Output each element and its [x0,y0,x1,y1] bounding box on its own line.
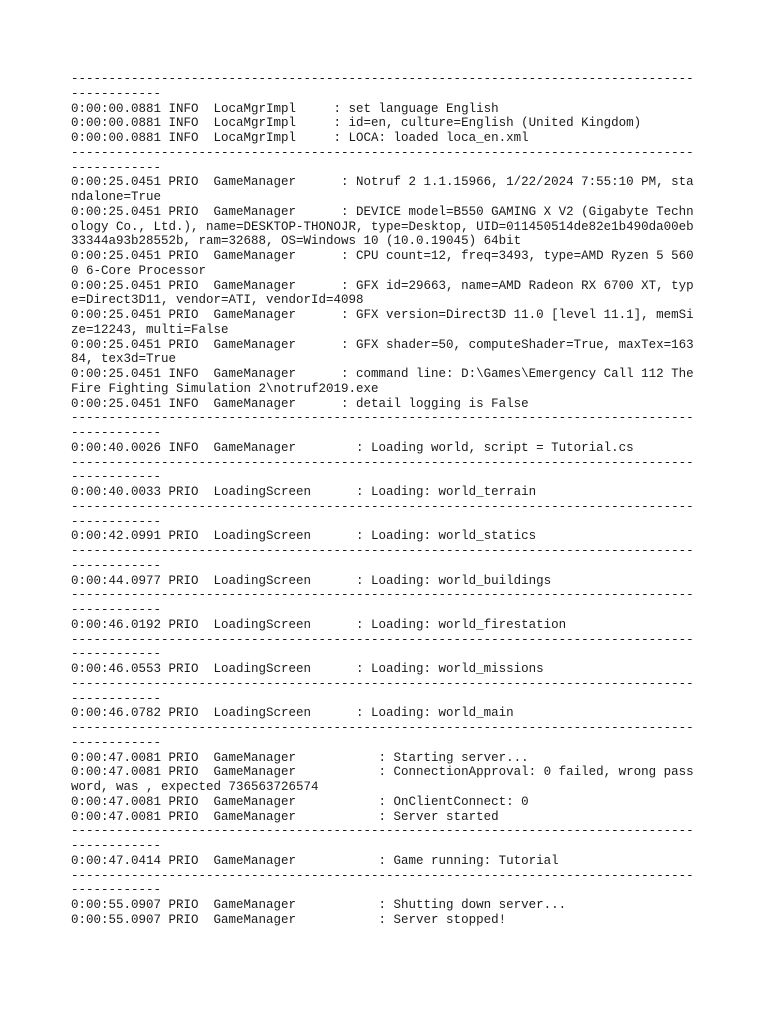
log-document [71,72,702,928]
log-entry: 0:00:42.0991 PRIO LoadingScreen : Loading: world_statics [71,529,537,544]
log-entry: 0:00:40.0033 PRIO LoadingScreen : Loading: world_terrain [71,485,537,499]
log-separator: ----------------------------------------------------------------------------------------------- [71,632,694,662]
log-entry: 0:00:25.0451 INFO GameManager : detail logging is False [71,396,529,411]
log-separator: ----------------------------------------------------------------------------------------------- [71,868,694,898]
log-entry: 0:00:25.0451 PRIO GameManager : Notruf 2 1.1.15966, 1/22/2024 7:55:10 PM, standalone=True [71,175,694,204]
log-entry: 0:00:00.0881 INFO LocaMgrImpl : id=en, culture=English (United Kingdom) [71,116,642,131]
log-separator: ----------------------------------------------------------------------------------------------- [71,588,694,617]
log-entry: 0:00:00.0881 INFO LocaMgrImpl : set language English [71,101,499,116]
log-separator: ----------------------------------------------------------------------------------------------- [71,676,694,706]
log-entry: 0:00:25.0451 PRIO GameManager : GFX version=Direct3D 11.0 [level 11.1], memSize=12243, multi=False [71,308,694,337]
log-entry: 0:00:25.0451 PRIO GameManager : GFX id=29663, name=AMD Radeon RX 6700 XT, type=Direct3D11, vendor=ATI, vendorId=4098 [71,278,694,308]
log-entry: 0:00:46.0553 PRIO LoadingScreen : Loading: world_missions [71,662,544,676]
log-entry: 0:00:46.0782 PRIO LoadingScreen : Loading: world_main [71,706,514,721]
log-separator: ----------------------------------------------------------------------------------------------- [71,145,694,175]
log-separator: ----------------------------------------------------------------------------------------------- [71,499,694,529]
log-separator: ----------------------------------------------------------------------------------------------- [71,721,694,750]
log-separator: ----------------------------------------------------------------------------------------------- [71,455,694,485]
log-separator: ----------------------------------------------------------------------------------------------- [71,72,694,101]
log-entry: 0:00:47.0414 PRIO GameManager : Game running: Tutorial [71,853,559,868]
log-entry: 0:00:25.0451 PRIO GameManager : DEVICE model=B550 GAMING X V2 (Gigabyte Technology Co., Ltd.), name=DESKTOP-THONOJR, type=Desktop, UID=011450514de82e1b490da00eb33344a93b28552b, ram=32688, OS=Windows 10 (10.0.19045) 64bit [71,204,694,249]
log-entry: 0:00:47.0081 PRIO GameManager : Starting server... [71,750,529,765]
log-separator: ----------------------------------------------------------------------------------------------- [71,824,694,853]
log-entry: 0:00:47.0081 PRIO GameManager : Server started [71,809,499,824]
log-entry: 0:00:25.0451 INFO GameManager : command line: D:\Games\Emergency Call 112 The Fire Fighting Simulation 2\notruf2019.exe [71,367,702,396]
log-entry: 0:00:00.0881 INFO LocaMgrImpl : LOCA: loaded loca_en.xml [71,131,529,145]
log-entry: 0:00:40.0026 INFO GameManager : Loading world, script = Tutorial.cs [71,440,634,455]
log-entry: 0:00:44.0977 PRIO LoadingScreen : Loading: world_buildings [71,573,552,588]
log-separator: ----------------------------------------------------------------------------------------------- [71,544,694,573]
log-entry: 0:00:47.0081 PRIO GameManager : OnClientConnect: 0 [71,794,529,809]
log-entry: 0:00:47.0081 PRIO GameManager : ConnectionApproval: 0 failed, wrong password, was , expected 736563726574 [71,765,694,794]
log-entry: 0:00:25.0451 PRIO GameManager : CPU count=12, freq=3493, type=AMD Ryzen 5 5600 6-Core Processor [71,249,694,278]
log-entry: 0:00:55.0907 PRIO GameManager : Shutting down server... [71,898,567,912]
log-entry: 0:00:55.0907 PRIO GameManager : Server stopped! [71,912,507,927]
log-separator: ----------------------------------------------------------------------------------------------- [71,411,694,440]
log-entry: 0:00:25.0451 PRIO GameManager : GFX shader=50, computeShader=True, maxTex=16384, tex3d=True [71,337,694,367]
log-entry: 0:00:46.0192 PRIO LoadingScreen : Loading: world_firestation [71,617,567,632]
